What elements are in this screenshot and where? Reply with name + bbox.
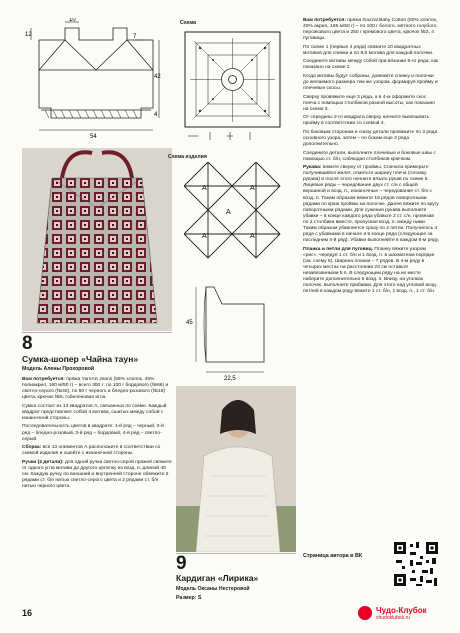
- cardigan-photo: [176, 386, 296, 552]
- cardigan-number: 9: [176, 553, 187, 574]
- mid-p7: Соедините детали, выполните плечевые и боковые швы с помощью ст. б/н, соблюдая столбиков крючком.: [303, 150, 436, 162]
- mid-p6: По боковым сторонам и снизу детали провяжите по 3 ряда основного узора, затем – по бокам еще 2 ряда дополнительно.: [303, 129, 438, 148]
- mid-p4: Сверху провяжите еще 3 ряда, а в 4-м оформите скос плеча с помощью столбиков разной высоты, как показано на схеме 3.: [303, 94, 436, 112]
- cardigan-author: Модель Оксаны Нестеровой: [176, 586, 250, 592]
- bag-number: 8: [22, 333, 33, 354]
- mid-p2: Соедините мотивы между собой при вязании 5-го ряда, как показано на схеме 2.: [303, 59, 439, 71]
- schema-title: Схема: [180, 20, 196, 26]
- dim-45: 45: [186, 320, 193, 326]
- dim-42: 42: [154, 74, 161, 80]
- bag-p4-body: для одной ручки светло-серой пряжей свяжите от одного угла мотива до другого цепочку из возд. п. длиной 40 см. Каждую ручку по внешней и внутренней стороне обвяжите 2 рядами ст. б/н нитью светло-серого цвета и 2 рядами ст. б/н нитью черного цвета.: [22, 459, 172, 490]
- mid-p5: От середины 2-го квадрата сверху начните вывязывать пройму в соответствии со схемой 4.: [303, 115, 430, 127]
- mid-p1: По схеме 1 (первые 4 ряда) свяжите 20 квадратных мотивов для спинки и по 8,5 мотива для каждой полочки.: [303, 44, 434, 56]
- cardigan-title: Кардиган «Лирика»: [176, 573, 259, 583]
- mid-p8-heading: Рукава:: [303, 165, 322, 171]
- dim-7: 7: [133, 34, 137, 40]
- crochet-schema-chart: [180, 28, 285, 148]
- bag-title: Сумка-шопер «Чайна таун»: [22, 354, 139, 364]
- tile-label: А: [250, 233, 255, 240]
- qr-code-icon[interactable]: [392, 540, 440, 588]
- mid-p9-heading: Планка и петли для пуговиц.: [303, 246, 374, 252]
- footer-brand-title: Чудо-Клубок: [376, 606, 427, 615]
- mid-materials-body: пряжа Gazzal Baby Cotton (60% хлопок, 40% акрил, 165 м/50 г) – по 100 г белого, мятного голубого, персикового цвета и 250 г кремового цвета, крючок №3, 4 пуговицы.: [303, 18, 438, 42]
- footer-brand-site: chudoklubok.ru: [376, 615, 410, 621]
- bag-dimension-diagram: [25, 18, 165, 148]
- vk-note: Страница автора в ВК: [303, 553, 363, 559]
- mid-p9-body: Планку вяжите узором «рис», чередуя 1 ст. б/н и 1 возд. п. в шахматном порядке (см. схему 6). Ширина планки – 7 рядов. В 4-м ряду в четырех местах на расстоянии 23 см оставьте незавязанными 5 п. В следующем ряду на их месте наберите дополнительно 5 возд. п. Внизу, на уголках полочек, выполните прибавки. Для этого над угловой возд. петлей в каждом ряду вяжите 1 ст. б/н, 1 возд. п., 1 ст. б/н.: [303, 246, 438, 295]
- cardigan-instructions: [303, 18, 440, 298]
- schema-izdeliya-title: Схема изделия: [168, 154, 207, 160]
- mid-p3: Когда мотивы будут собраны, довяжите спинку и полочки до желаемого размера тем же узором, формируя пройму и плечевые скосы.: [303, 73, 438, 92]
- bag-p3-heading: Сборка:: [22, 445, 42, 451]
- dim-10: 10: [69, 18, 76, 23]
- cardigan-dimension-diagram: [184, 282, 289, 382]
- dim-54: 54: [90, 134, 97, 140]
- bag-materials-heading: Вам потребуется:: [22, 377, 65, 382]
- cardigan-size: Размер: S: [176, 595, 202, 601]
- mid-materials-heading: Вам потребуется:: [303, 18, 346, 23]
- tile-label: А: [202, 185, 207, 192]
- bag-author: Модель Алены Прохоровой: [22, 366, 95, 372]
- dim-12: 12: [25, 32, 32, 38]
- tile-label: А: [202, 233, 207, 240]
- bag-instructions: [22, 377, 172, 493]
- pinterest-logo: [358, 606, 372, 620]
- dim-4: 4: [154, 112, 158, 118]
- bag-p4-heading: Ручки (2 детали):: [22, 459, 64, 465]
- bag-photo: [22, 148, 172, 331]
- assembly-schema-chart: [184, 162, 284, 274]
- dim-22-5: 22,5: [224, 376, 236, 382]
- tile-label: А: [226, 209, 231, 216]
- page-number: 16: [22, 608, 33, 618]
- tile-label: А: [250, 185, 255, 192]
- bag-p3-body: все 13 элементов А расположите в соответствии со схемой изделия и сшейте с изнаночной стороны.: [22, 445, 161, 457]
- bag-materials-body: пряжа YarnArt Jeans (55% хлопок, 45% полиакрил, 160 м/50 г) – всего 300 г: по 100 г бордового (№66) и светло-серого (№46), по 50 г черного и бледно-розового (№18) цвета, крючок №5, гобеленовая игла.: [22, 377, 169, 401]
- mid-p8-body: вяжите сверху от проймы. Сначала примерьте получившийся жилет, отметьте ширину плеча (головку рукава) и после этого начните вязать рукав по схеме 5. Лицевые ряды – чередование двух ст. с/н с общей вершиной и возд. п., изнаночные – чередование ст. б/н с возд. п. Таким образом вяжите 16 рядов поворотными рядами по краю проймы на полочке. Далее вяжите по кругу поворотными рядами. Для сужения рукава выполните убавки – в конце каждого ряда убавьте 2 ст. с/н, провязав по 2 столбика вместе, пропуская возд. п. между ними. Таким образом убавляется сразу по 2 петли. Получилось 4 ряда с убавками в начале и в конце ряда (следующее за последним 4-й ряд). Убавки выполняйте в каждом 8-м ряду.: [303, 165, 440, 244]
- bag-p1: Сумка состоит из 13 квадратов А, связанных по схеме. Каждый квадрат представляет собой 4 мотива, сшитых между собой с изнаночной стороны.: [22, 403, 167, 421]
- bag-p2: Последовательность цветов в квадрате: 1-й ряд – черный, 2-й ряд – бледно-розовый, 3-й ряд – бордовый, 4-й ряд – светло-серый.: [22, 424, 164, 442]
